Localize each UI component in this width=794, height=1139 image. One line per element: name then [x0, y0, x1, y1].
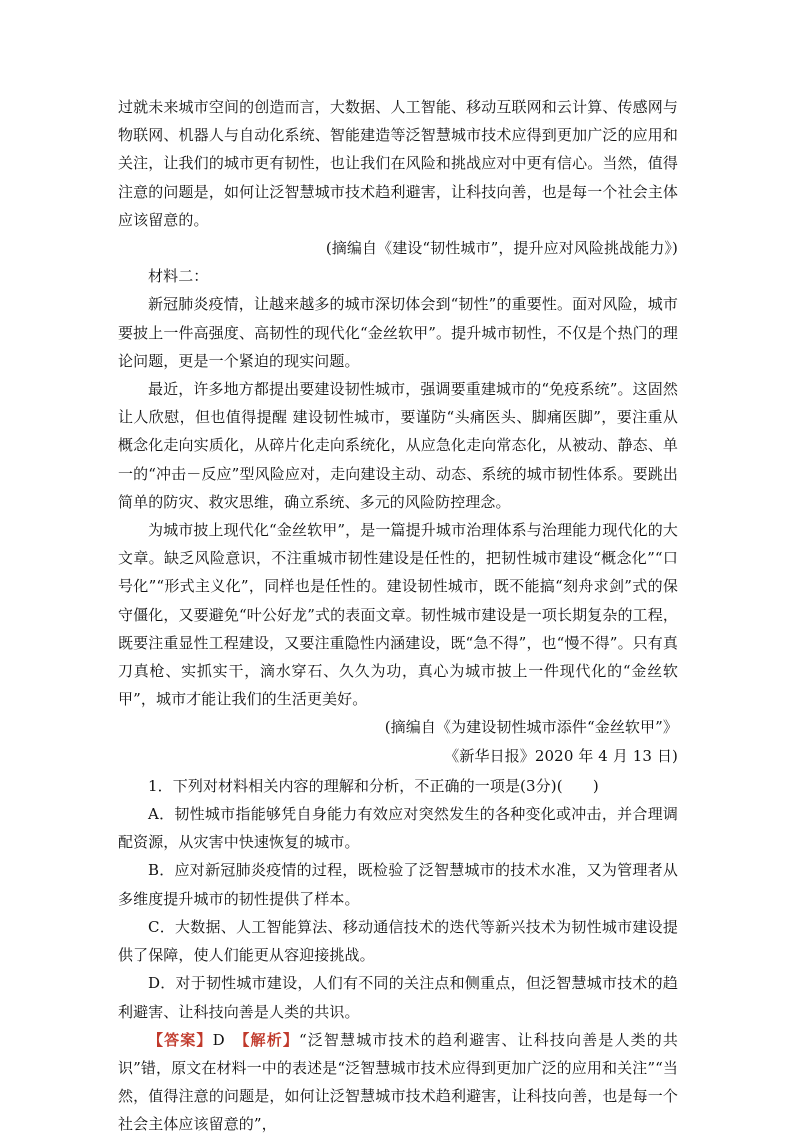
answer-value: D	[212, 1030, 225, 1049]
answer-block	[118, 1026, 678, 1139]
question-1-stem: 1．下列对材料相关内容的理解和分析，不正确的一项是(3分)( )	[148, 776, 599, 795]
question-1-option-c: C．大数据、人工智能算法、移动通信技术的迭代等新兴技术为韧性城市建设提供了保障，使人们能更从容迎接挑战。	[118, 917, 678, 965]
material2-paragraph-1: 新冠肺炎疫情，让越来越多的城市深切体会到“韧性”的重要性。面对风险，城市要披上一件高强度、高韧性的现代化“金丝软甲”。提升城市韧性，不仅是个热门的理论问题，更是一个紧迫的现实问题。	[118, 295, 678, 370]
answer-label: 【答案】	[148, 1030, 213, 1049]
material2-paragraph-2: 最近，许多地方都提出要建设韧性城市，强调要重建城市的“免疫系统”。这固然让人欣慰，但也值得提醒 建设韧性城市，要谨防“头痛医头、脚痛医脚”，要注重从概念化走向实质化，从碎片化走向系统化，从应急化走向常态化，从被动、静态、单一的“冲击－反应”型风险应对，走向建设主动、动态、系统的城市韧性体系。要跳出简单的防灾、救灾思维，确立系统、多元的风险防控理念。	[118, 380, 678, 511]
question-1-option-a: A．韧性城市指能够凭自身能力有效应对突然发生的各种变化或冲击，并合理调配资源，从灾害中快速恢复的城市。	[118, 805, 678, 852]
analysis-text: “泛智慧城市技术的趋利避害、让科技向善是人类的共识”错，原文在材料一中的表述是“泛智慧城市技术应得到更加广泛的应用和关注”“当然，值得注意的问题是，如何让泛智慧城市技术趋利避害，让科技向善，也是每一个社会主体应该留意的”，	[118, 1030, 679, 1134]
material2-source-line-1: (摘编自《为建设韧性城市添件“金丝软甲”》	[384, 718, 678, 737]
material2-heading: 材料二：	[148, 267, 209, 286]
material2-paragraph-3: 为城市披上现代化“金丝软甲”，是一篇提升城市治理体系与治理能力现代化的大文章。缺乏风险意识，不注重城市韧性建设是任性的，把韧性城市建设“概念化”“口号化”“形式主义化”，同样也是任性的。建设韧性城市，既不能搞“刻舟求剑”式的保守僵化，又要避免“叶公好龙”式的表面文章。韧性城市建设是一项长期复杂的工程，既要注重显性工程建设，又要注重隐性内涵建设，既“急不得”，也“慢不得”。只有真刀真枪、实抓实干，滴水穿石、久久为功，真心为城市披上一件现代化的“金丝软甲”，城市才能让我们的生活更美好。	[118, 521, 678, 709]
analysis-label: 【解析】	[241, 1030, 299, 1049]
question-1-option-d: D．对于韧性城市建设，人们有不同的关注点和侧重点，但泛智慧城市技术的趋利避害、让科技向善是人类的共识。	[118, 974, 678, 1021]
material2-source-line-2: 《新华日报》2020 年 4 月 13 日)	[444, 746, 678, 765]
document-page	[118, 93, 678, 1139]
material1-paragraph-end: 过就未来城市空间的创造而言，大数据、人工智能、移动互联网和云计算、传感网与物联网、机器人与自动化系统、智能建造等泛智慧城市技术应得到更加广泛的应用和关注，让我们的城市更有韧性，也让我们在风险和挑战应对中更有信心。当然，值得注意的问题是，如何让泛智慧城市技术趋利避害，让科技向善，也是每一个社会主体应该留意的。	[118, 98, 678, 229]
material1-source: (摘编自《建设“韧性城市”，提升应对风险挑战能力》)	[325, 239, 678, 258]
question-1-option-b: B．应对新冠肺炎疫情的过程，既检验了泛智慧城市的技术水准，又为管理者从多维度提升城市的韧性提供了样本。	[118, 861, 678, 908]
